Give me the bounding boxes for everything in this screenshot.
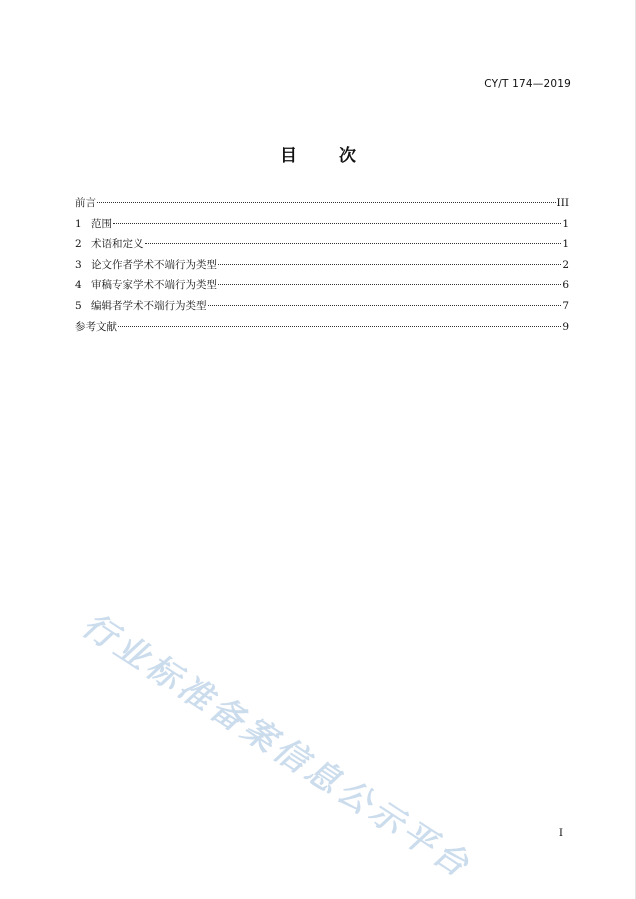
watermark-text: 行业标准备案信息公示平台 [75, 605, 480, 887]
toc-entry-number: 1 [75, 217, 82, 230]
toc-entry-label: 范围 [91, 217, 112, 230]
dot-leader [145, 243, 562, 244]
toc-entry-label: 前言 [75, 197, 96, 209]
dot-leader [97, 202, 556, 203]
toc-entry-page: 1 [562, 217, 569, 230]
toc-entry-number: 3 [75, 258, 82, 271]
toc-entry-number: 2 [75, 238, 82, 251]
toc-entry-number: 5 [75, 299, 82, 312]
toc-entry-references[interactable] [75, 317, 569, 338]
toc-entry-reviewer-misconduct[interactable] [75, 275, 569, 296]
toc-entry-scope[interactable] [75, 214, 569, 235]
toc-title [0, 141, 636, 166]
dot-leader [208, 305, 562, 306]
toc-entry-foreword[interactable] [75, 193, 569, 214]
toc-entry-number: 4 [75, 279, 82, 292]
dot-leader [113, 223, 561, 224]
toc-entry-page: 6 [562, 279, 569, 292]
toc-entry-page: 1 [562, 238, 569, 251]
dot-leader [118, 326, 561, 327]
toc-entry-page: 7 [562, 299, 569, 312]
toc-entry-label: 术语和定义 [91, 238, 144, 251]
toc-entry-author-misconduct[interactable] [75, 255, 569, 276]
dot-leader [218, 264, 561, 265]
toc-title-part1: 目 [280, 146, 297, 166]
page-number: I [558, 827, 563, 839]
toc-entry-label: 论文作者学术不端行为类型 [91, 258, 217, 271]
toc-entry-editor-misconduct[interactable] [75, 296, 569, 317]
toc-entry-label: 参考文献 [75, 320, 117, 333]
standard-number: CY/T 174—2019 [484, 78, 571, 90]
toc-entry-page: 2 [562, 258, 569, 271]
toc-entry-terms[interactable] [75, 234, 569, 255]
toc-entry-label: 审稿专家学术不端行为类型 [91, 279, 217, 292]
toc-title-part2: 次 [339, 146, 356, 166]
toc-list [75, 193, 569, 337]
dot-leader [218, 284, 561, 285]
toc-entry-page: III [556, 197, 569, 209]
toc-entry-page: 9 [562, 320, 569, 333]
toc-entry-label: 编辑者学术不端行为类型 [91, 299, 207, 312]
